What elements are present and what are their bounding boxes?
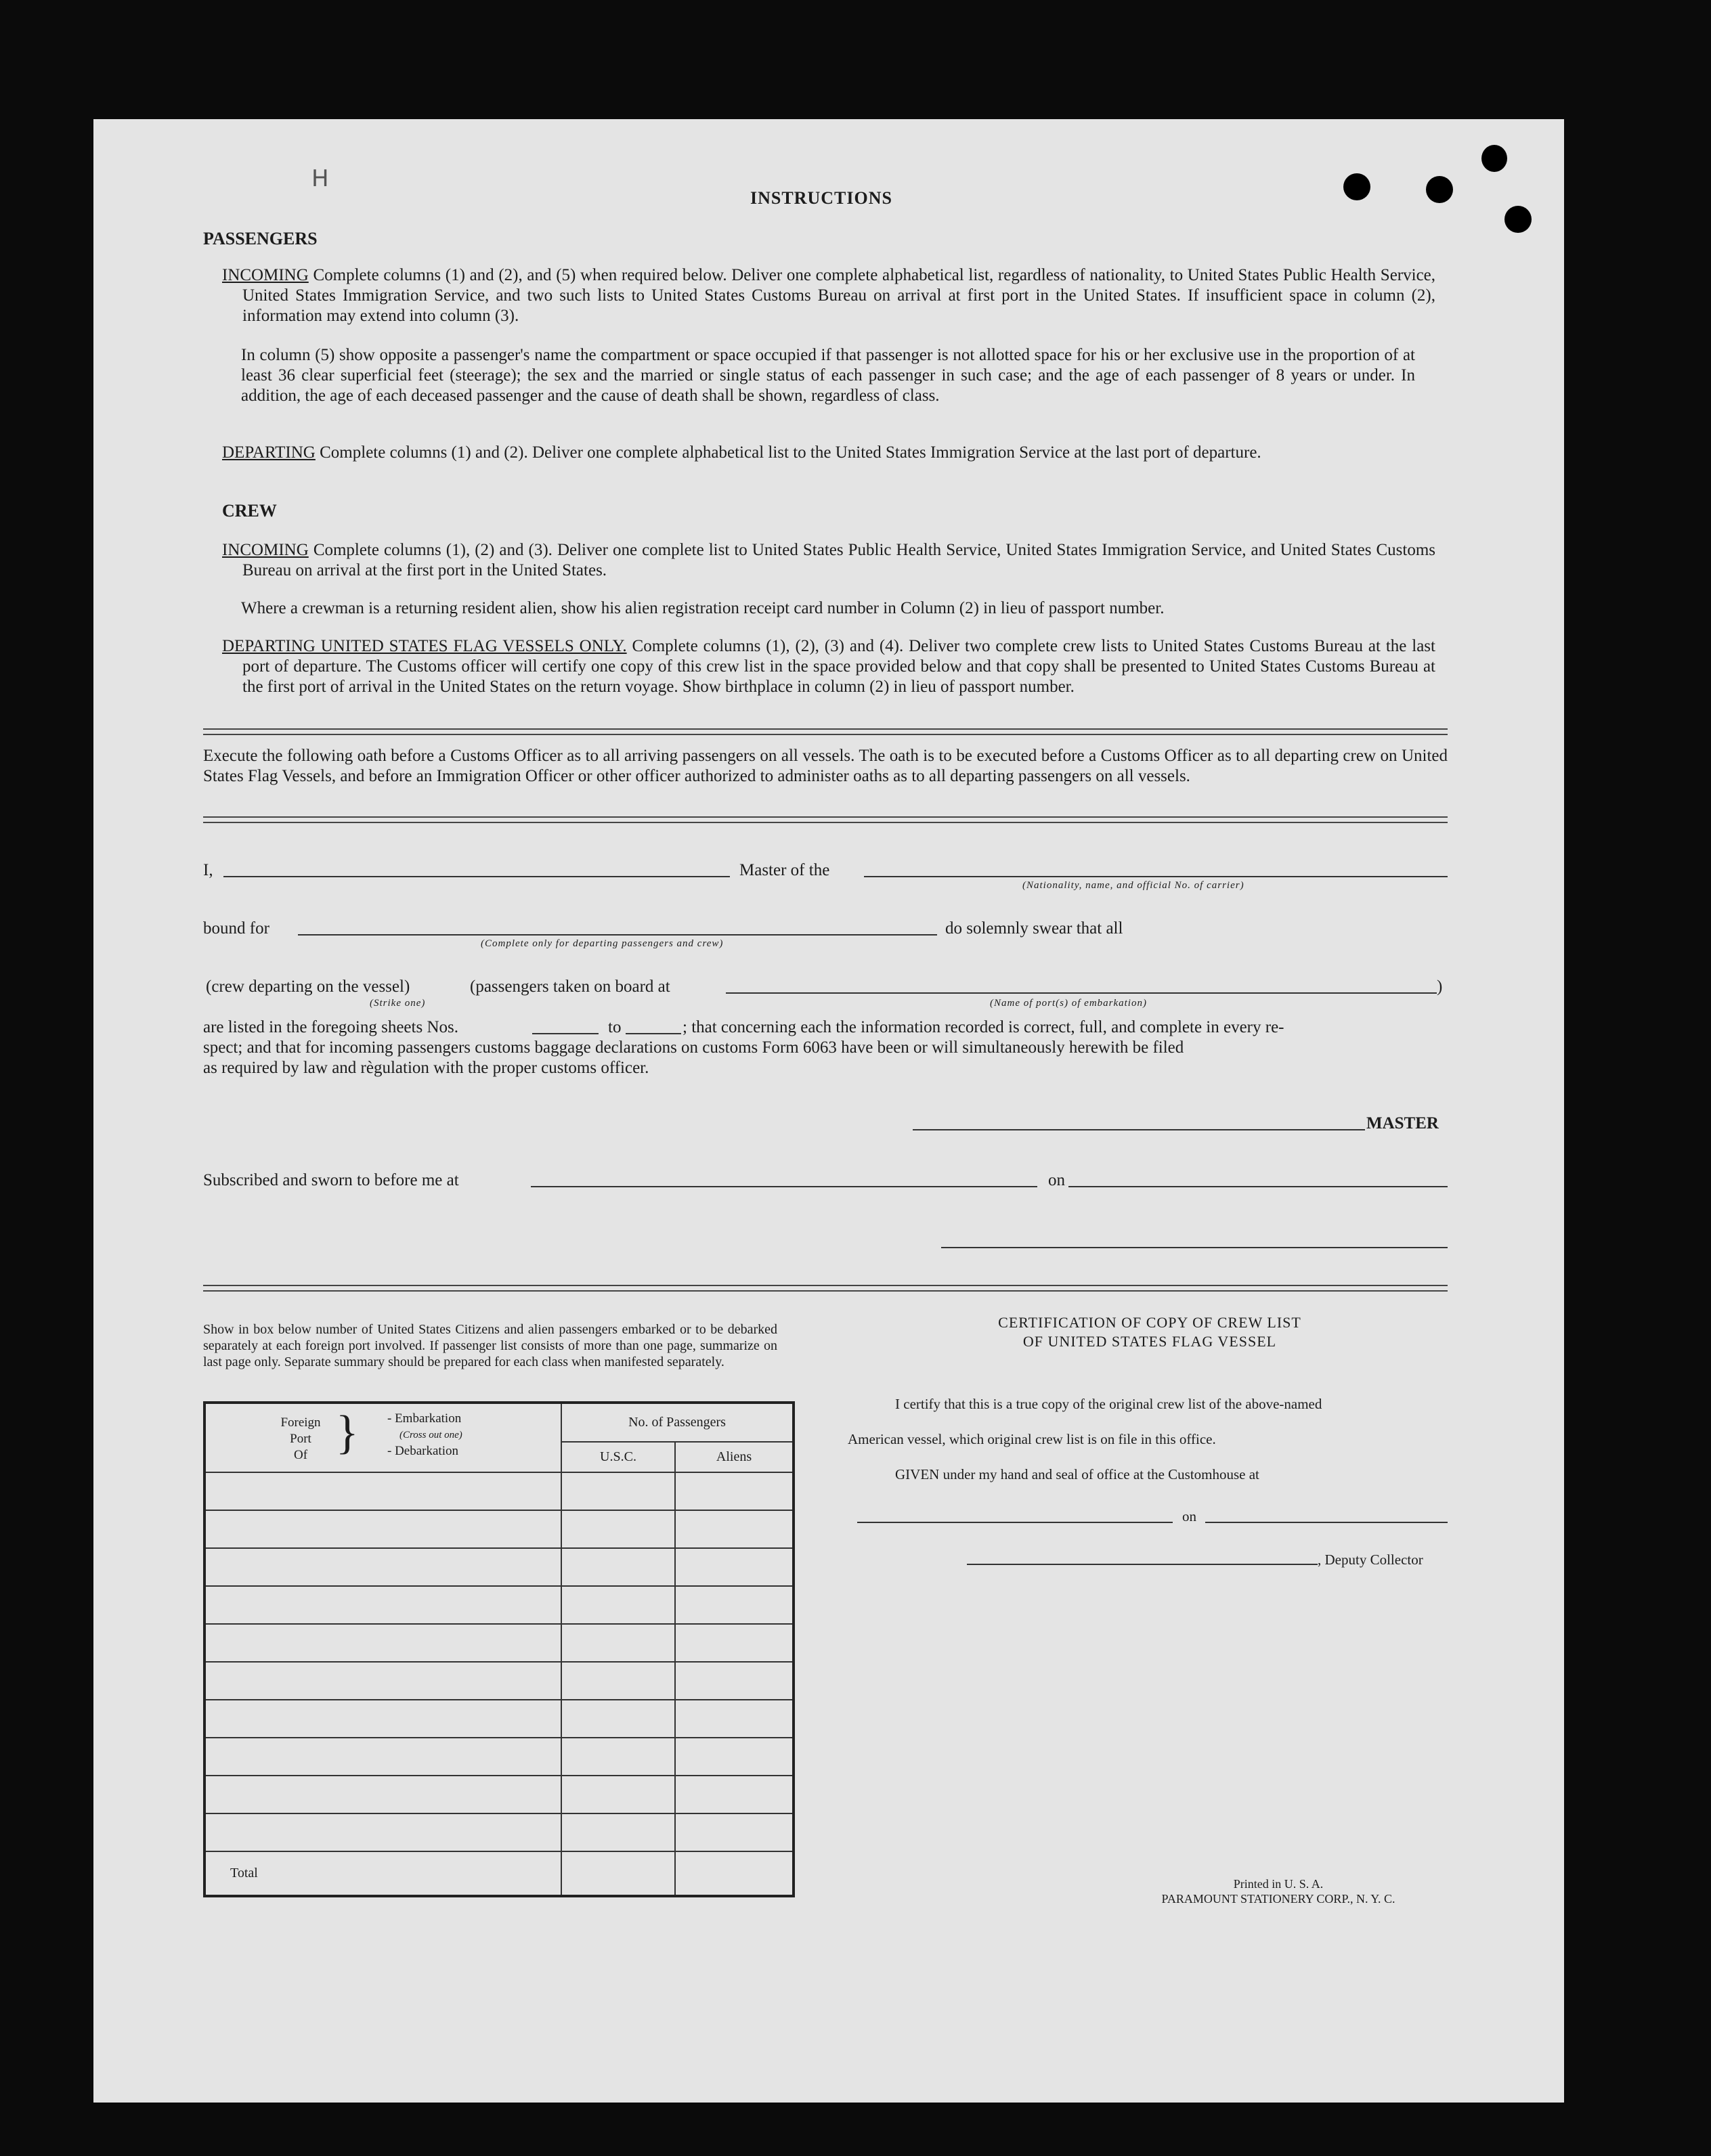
port-cell[interactable] xyxy=(204,1548,561,1586)
table-row xyxy=(204,1662,794,1700)
usc-cell[interactable] xyxy=(561,1586,675,1624)
crew-departing-option[interactable]: (crew departing on the vessel) xyxy=(206,977,410,996)
sheets-text-a: are listed in the foregoing sheets Nos. xyxy=(203,1018,458,1036)
crew-resident-paragraph: Where a crewman is a returning resident alien, show his alien registration receipt card number in Column (2) in lieu of passport number. xyxy=(241,599,1165,617)
bound-note: (Complete only for departing passengers and crew) xyxy=(481,938,724,949)
master-label: MASTER xyxy=(1366,1114,1439,1132)
passengers-heading: PASSENGERS xyxy=(203,229,318,248)
sheets-line2: spect; and that for incoming passengers customs baggage declarations on customs Form 6063 have been or will simultaneously herewith be filed xyxy=(203,1038,1184,1057)
port-cell[interactable] xyxy=(204,1510,561,1548)
port-cell[interactable] xyxy=(204,1813,561,1851)
carrier-note: (Nationality, name, and official No. of carrier) xyxy=(1022,880,1244,891)
bound-for-label: bound for xyxy=(203,919,269,938)
aliens-cell[interactable] xyxy=(675,1776,794,1813)
aliens-cell[interactable] xyxy=(675,1738,794,1776)
incoming-label: INCOMING xyxy=(222,266,309,284)
crew-departing-label: DEPARTING UNITED STATES FLAG VESSELS ONLY. xyxy=(222,637,627,655)
total-row xyxy=(204,1851,794,1896)
brace-icon: } xyxy=(336,1407,359,1459)
certification-title-line2: OF UNITED STATES FLAG VESSEL xyxy=(1022,1333,1277,1350)
sheet-to-field[interactable] xyxy=(626,1033,681,1034)
usc-cell[interactable] xyxy=(561,1738,675,1776)
of-label: Of xyxy=(293,1448,308,1462)
port-header-cell xyxy=(204,1403,561,1472)
sheets-text-b: ; that concerning each the information recorded is correct, full, and complete in every re- xyxy=(683,1018,1284,1036)
printer-name: PARAMOUNT STATIONERY CORP., N. Y. C. xyxy=(1161,1892,1395,1906)
divider xyxy=(203,1285,1448,1292)
departing-text: Complete columns (1) and (2). Deliver one complete alphabetical list to the United States Immigration Service at the last port of departure. xyxy=(320,443,1261,462)
crew-incoming-label: INCOMING xyxy=(222,541,309,559)
punch-hole xyxy=(1426,176,1453,203)
certification-date-field[interactable] xyxy=(1205,1522,1448,1523)
debarkation-option[interactable]: - Debarkation xyxy=(387,1444,458,1458)
summary-instructions: Show in box below number of United States Citizens and alien passengers embarked or to be debarked separately at each foreign port involved. If passenger list consists of more than one page, summarize on last page only. Separate summary should be prepared for each class when manifested separately. xyxy=(203,1322,777,1369)
master-name-field[interactable] xyxy=(223,876,730,877)
certification-line3: GIVEN under my hand and seal of office at the Customhouse at xyxy=(895,1466,1259,1482)
certification-on: on xyxy=(1182,1508,1196,1524)
page-title: INSTRUCTIONS xyxy=(750,188,892,208)
port-cell[interactable] xyxy=(204,1738,561,1776)
table-row xyxy=(204,1738,794,1776)
port-cell[interactable] xyxy=(204,1662,561,1700)
printer-footer xyxy=(1123,1876,1434,1906)
strike-one-note: (Strike one) xyxy=(370,998,426,1009)
bound-for-field[interactable] xyxy=(298,934,937,936)
master-of-the-label: Master of the xyxy=(739,861,830,879)
usc-total-cell[interactable] xyxy=(561,1851,675,1896)
certification-title-line1: CERTIFICATION OF COPY OF CREW LIST xyxy=(998,1314,1301,1331)
usc-cell[interactable] xyxy=(561,1472,675,1510)
handwritten-mark: H xyxy=(311,165,329,192)
table-row xyxy=(204,1510,794,1548)
usc-cell[interactable] xyxy=(561,1776,675,1813)
aliens-cell[interactable] xyxy=(675,1548,794,1586)
oath-i: I, xyxy=(203,861,213,879)
certification-line2: American vessel, which original crew list is on file in this office. xyxy=(848,1431,1216,1447)
port-label: Port xyxy=(290,1432,311,1446)
carrier-field[interactable] xyxy=(864,876,1448,877)
printed-in-label: Printed in U. S. A. xyxy=(1233,1877,1324,1891)
ports-note: (Name of port(s) of embarkation) xyxy=(990,998,1147,1009)
column5-paragraph: In column (5) show opposite a passenger's name the compartment or space occupied if that passenger is not allotted space for his or her exclusive use in the proportion of at least 36 clear superficial feet (steerage); the sex and the married or single status of each passenger in such case; and the age of each passenger of 8 years or under. In addition, the age of each deceased passenger and the cause of death shall be shown, regardless of class. xyxy=(241,346,1415,405)
crew-incoming-text: Complete columns (1), (2) and (3). Deliver one complete list to United States Public Health Service, United States Immigration Service, and United States Customs Bureau on arrival at the first port in the United States. xyxy=(242,541,1435,579)
crew-departing-paragraph xyxy=(222,636,1435,697)
swear-text: do solemnly swear that all xyxy=(945,919,1123,938)
cross-out-note: (Cross out one) xyxy=(399,1430,462,1440)
aliens-header: Aliens xyxy=(675,1442,794,1472)
crew-heading: CREW xyxy=(222,501,277,521)
usc-cell[interactable] xyxy=(561,1510,675,1548)
port-cell[interactable] xyxy=(204,1586,561,1624)
departing-label: DEPARTING xyxy=(222,443,316,462)
oath-intro: Execute the following oath before a Customs Officer as to all arriving passengers on all vessels. The oath is to be executed before a Customs Officer as to all departing crew on United States Flag Vessels, and before an Immigration Officer or other officer authorized to administer oaths as to all departing passengers on all vessels. xyxy=(203,747,1448,785)
table-row xyxy=(204,1813,794,1851)
aliens-cell[interactable] xyxy=(675,1510,794,1548)
usc-cell[interactable] xyxy=(561,1548,675,1586)
usc-cell[interactable] xyxy=(561,1700,675,1738)
divider xyxy=(203,728,1448,735)
aliens-cell[interactable] xyxy=(675,1700,794,1738)
aliens-cell[interactable] xyxy=(675,1813,794,1851)
close-paren: ) xyxy=(1437,977,1443,996)
passengers-departing-paragraph xyxy=(222,443,1435,463)
passengers-incoming-paragraph xyxy=(222,265,1435,326)
aliens-total-cell[interactable] xyxy=(675,1851,794,1896)
no-passengers-header: No. of Passengers xyxy=(561,1403,794,1442)
embarkation-option[interactable]: - Embarkation xyxy=(387,1411,462,1426)
aliens-cell[interactable] xyxy=(675,1586,794,1624)
table-row xyxy=(204,1472,794,1510)
passenger-summary-table xyxy=(203,1401,795,1897)
port-cell[interactable] xyxy=(204,1472,561,1510)
deputy-signature-field[interactable] xyxy=(967,1564,1318,1565)
officer-signature-field[interactable] xyxy=(941,1247,1448,1248)
usc-cell[interactable] xyxy=(561,1813,675,1851)
table-row xyxy=(204,1700,794,1738)
punch-hole xyxy=(1504,206,1532,233)
divider xyxy=(203,816,1448,823)
passengers-taken-option[interactable]: (passengers taken on board at xyxy=(470,977,670,996)
sworn-date-field[interactable] xyxy=(1068,1186,1448,1187)
aliens-cell[interactable] xyxy=(675,1624,794,1662)
table-row xyxy=(204,1548,794,1586)
aliens-cell[interactable] xyxy=(675,1662,794,1700)
aliens-cell[interactable] xyxy=(675,1472,794,1510)
total-label: Total xyxy=(204,1851,561,1896)
master-signature-field[interactable] xyxy=(913,1129,1365,1130)
usc-header: U.S.C. xyxy=(561,1442,675,1472)
table-row xyxy=(204,1624,794,1662)
sworn-on-label: on xyxy=(1048,1171,1065,1189)
table-row xyxy=(204,1586,794,1624)
ports-field[interactable] xyxy=(726,992,1437,994)
foreign-label: Foreign xyxy=(280,1415,321,1430)
form-page xyxy=(93,119,1564,2103)
port-cell[interactable] xyxy=(204,1624,561,1662)
punch-hole xyxy=(1481,145,1507,172)
usc-cell[interactable] xyxy=(561,1624,675,1662)
punch-hole xyxy=(1343,173,1370,200)
sheets-line3: as required by law and règulation with the proper customs officer. xyxy=(203,1059,649,1077)
sworn-place-field[interactable] xyxy=(531,1186,1037,1187)
sheets-to: to xyxy=(608,1018,622,1036)
port-cell[interactable] xyxy=(204,1776,561,1813)
customhouse-field[interactable] xyxy=(857,1522,1173,1523)
deputy-collector-label: , Deputy Collector xyxy=(1318,1552,1423,1568)
sheet-from-field[interactable] xyxy=(532,1033,599,1034)
crew-incoming-paragraph xyxy=(222,540,1435,581)
usc-cell[interactable] xyxy=(561,1662,675,1700)
port-cell[interactable] xyxy=(204,1700,561,1738)
crew-departing-text: Complete columns (1), (2), (3) and (4). Deliver two complete crew lists to United States Customs Bureau at the last port of departure. The Customs officer will certify one copy of this crew list in the space provided below and that copy shall be presented to United States Customs Bureau at the first port of arrival in the United States on the return voyage. Show birthplace in column (2) in lieu of passport number. xyxy=(242,637,1435,696)
table-row xyxy=(204,1776,794,1813)
certification-line1: I certify that this is a true copy of the original crew list of the above-named xyxy=(895,1396,1322,1412)
incoming-text: Complete columns (1) and (2), and (5) when required below. Deliver one complete alphabetical list, regardless of nationality, to United States Public Health Service, United States Immigration Service, and two such lists to United States Customs Bureau on arrival at first port in the United States. If insufficient space in column (2), information may extend into column (3). xyxy=(242,266,1436,325)
subscribed-label: Subscribed and sworn to before me at xyxy=(203,1171,459,1189)
certification-title xyxy=(879,1313,1421,1351)
